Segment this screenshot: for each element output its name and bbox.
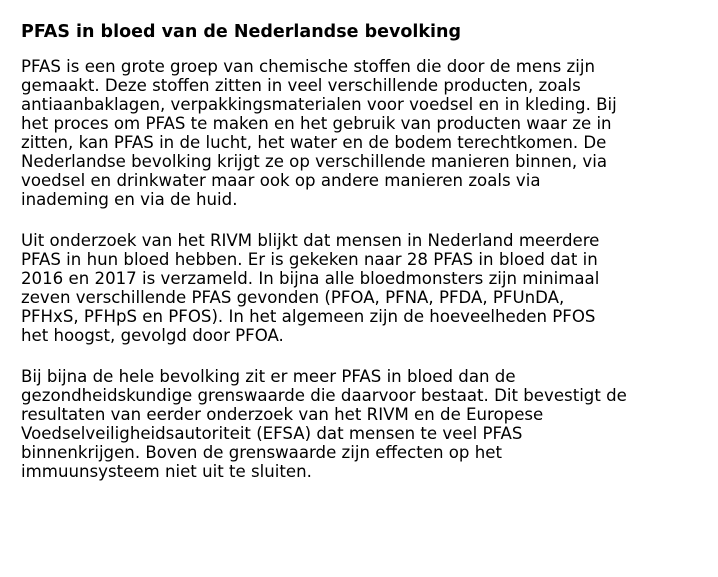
paragraph-line: gemaakt. Deze stoffen zitten in veel verschillende producten, zoals xyxy=(21,76,581,95)
paragraph-line: Nederlandse bevolking krijgt ze op verschillende manieren binnen, via xyxy=(21,152,608,171)
paragraph-line: Bij bijna de hele bevolking zit er meer PFAS in bloed dan de xyxy=(21,367,516,386)
paragraph-line: antiaanbaklagen, verpakkingsmaterialen voor voedsel en in kleding. Bij xyxy=(21,95,617,114)
paragraph-line: het proces om PFAS te maken en het gebruik van producten waar ze in xyxy=(21,114,612,133)
document xyxy=(21,20,711,503)
paragraph-line: immuunsysteem niet uit te sluiten. xyxy=(21,462,312,481)
paragraph-line: 2016 en 2017 is verzameld. In bijna alle bloedmonsters zijn minimaal xyxy=(21,269,600,288)
paragraph-line: zeven verschillende PFAS gevonden (PFOA, PFNA, PFDA, PFUnDA, xyxy=(21,288,565,307)
paragraph-line: zitten, kan PFAS in de lucht, het water en de bodem terechtkomen. De xyxy=(21,133,607,152)
paragraph-line: gezondheidskundige grenswaarde die daarvoor bestaat. Dit bevestigt de xyxy=(21,386,627,405)
paragraph-line: inademing en via de huid. xyxy=(21,190,238,209)
paragraph-intro xyxy=(21,57,711,209)
paragraph-line: binnenkrijgen. Boven de grenswaarde zijn effecten op het xyxy=(21,443,502,462)
document-title: PFAS in bloed van de Nederlandse bevolking xyxy=(21,22,462,42)
paragraph-line: PFAS in hun bloed hebben. Er is gekeken naar 28 PFAS in bloed dat in xyxy=(21,250,598,269)
paragraph-line: het hoogst, gevolgd door PFOA. xyxy=(21,326,284,345)
paragraph-line: Voedselveiligheidsautoriteit (EFSA) dat mensen te veel PFAS xyxy=(21,424,523,443)
paragraph-line: Uit onderzoek van het RIVM blijkt dat mensen in Nederland meerdere xyxy=(21,231,600,250)
paragraph-line: PFHxS, PFHpS en PFOS). In het algemeen zijn de hoeveelheden PFOS xyxy=(21,307,596,326)
paragraph-line: voedsel en drinkwater maar ook op andere manieren zoals via xyxy=(21,171,541,190)
paragraph-line: resultaten van eerder onderzoek van het RIVM en de Europese xyxy=(21,405,544,424)
paragraph-conclusion xyxy=(21,367,711,481)
paragraph-research xyxy=(21,231,711,345)
paragraph-line: PFAS is een grote groep van chemische stoffen die door de mens zijn xyxy=(21,57,595,76)
